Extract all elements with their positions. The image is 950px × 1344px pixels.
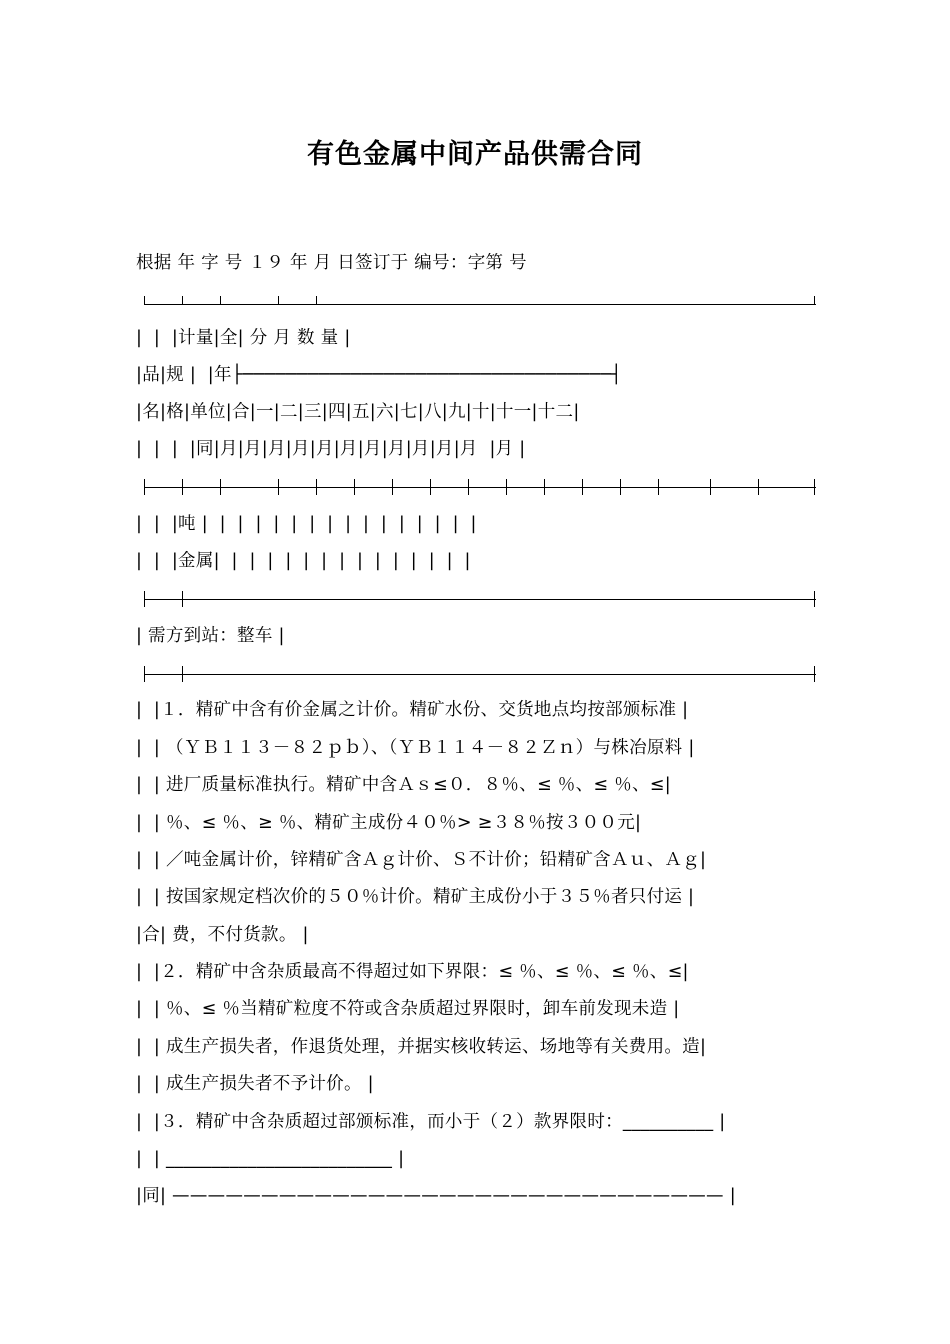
clause-line: | | （ＹＢ１１３－８２ｐｂ）、（ＹＢ１１４－８２Ｚｎ）与株冶原料 | bbox=[136, 738, 695, 758]
table-row-ton: | | |吨 | | | | | | | | | | | | | | | | bbox=[136, 514, 477, 534]
clause-line: | | 进厂质量标准执行。精矿中含Ａｓ≤０．８％、≤ ％、≤ ％、≤| bbox=[136, 775, 671, 795]
table-header-row-1: | | |计量|全| 分 月 数 量 | bbox=[136, 328, 351, 348]
clause-line: |合| 费，不付货款。 | bbox=[136, 925, 309, 945]
station-line: | 需方到站：整车 | bbox=[136, 626, 285, 646]
table-separator-1 bbox=[144, 473, 816, 488]
table-header-row-3: |名|格|单位|合|一|二|三|四|五|六|七|八|九|十|十一|十二| bbox=[136, 402, 580, 422]
clause-line: | |１．精矿中含有价金属之计价。精矿水份、交货地点均按部颁标准 | bbox=[136, 700, 689, 720]
table-separator-3 bbox=[144, 660, 816, 675]
clause-line: | | 成生产损失者，作退货处理，并据实核收转运、场地等有关费用。造| bbox=[136, 1037, 707, 1057]
clause-line: | | ％、≤ ％当精矿粒度不符或含杂质超过界限时，卸车前发现未造 | bbox=[136, 999, 680, 1019]
clause-line: |同| ——————————————————————————————— | bbox=[136, 1186, 736, 1206]
table-top-border bbox=[144, 290, 816, 305]
table-header-row-4: | | | |同|月|月|月|月|月|月|月|月|月|月|月 |月 | bbox=[136, 439, 526, 459]
clause-line: | |２．精矿中含杂质最高不得超过如下界限：≤ ％、≤ ％、≤ ％、≤| bbox=[136, 962, 689, 982]
meta-line: 根据 年 字 号 １９ 年 月 日签订于 编号：字第 号 bbox=[136, 253, 527, 273]
clause-line: | | ／吨金属计价，锌精矿含Ａｇ计价、Ｓ不计价；铅精矿含Ａｕ、Ａｇ| bbox=[136, 850, 707, 870]
table-header-row-2: |品|规 | |年├──────────────────────────────────┤ bbox=[136, 365, 622, 385]
clause-line: | | 按国家规定档次价的５０％计价。精矿主成份小于３５％者只付运 | bbox=[136, 887, 695, 907]
clause-line: | | _________________________ | bbox=[136, 1149, 405, 1169]
table-separator-2 bbox=[144, 585, 816, 600]
clause-line: | | ％、≤ ％、≥ ％、精矿主成份４０％> ≥３８％按３００元| bbox=[136, 813, 642, 833]
clause-line: | | 成生产损失者不予计价。 | bbox=[136, 1074, 374, 1094]
document-title: 有色金属中间产品供需合同 bbox=[307, 139, 643, 170]
table-row-metal: | | |金属| | | | | | | | | | | | | | | bbox=[136, 551, 471, 571]
clause-line: | |３．精矿中含杂质超过部颁标准，而小于（２）款界限时：__________ | bbox=[136, 1112, 726, 1132]
